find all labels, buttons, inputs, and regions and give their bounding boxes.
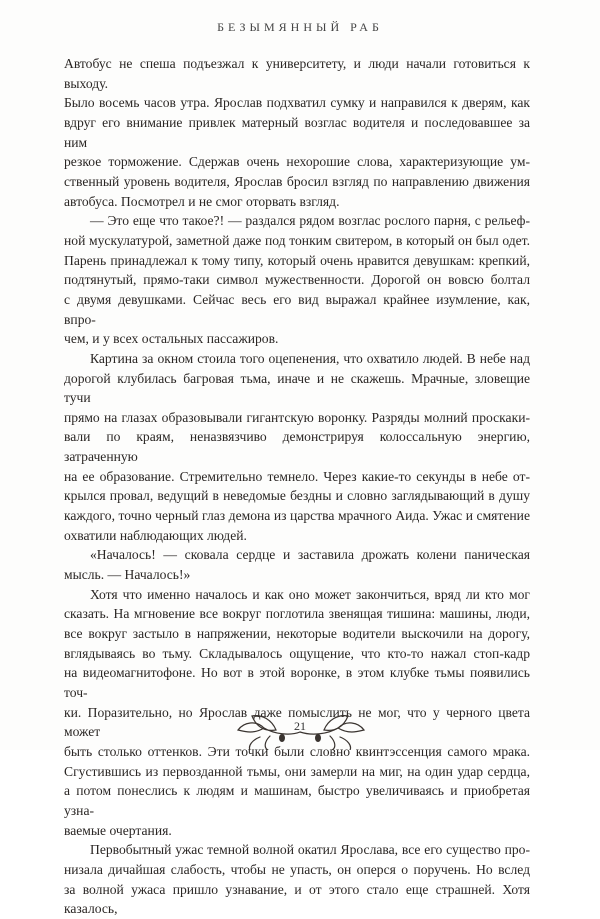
text-line: Хотя что именно началось и как оно может закончиться, вряд ли кто мог [90, 586, 530, 602]
text-line: все вокруг застыло в напряжении, некоторые водители выскочили на дорогу, [64, 626, 530, 642]
text-line: сказать. На мгновение все вокруг поглотила звенящая тишина: машины, люди, [64, 606, 530, 622]
text-line: — Это еще что такое?! — раздался рядом возглас рослого парня, с рельеф- [90, 213, 530, 229]
text-line: ки. Поразительно, но Ярослав даже помыслить не мог, что у черного цвета может [64, 704, 530, 740]
text-line: резкое торможение. Сдержав очень нехорошие слова, характеризующие ум- [64, 154, 530, 170]
text-line: мысль. — Началось!» [64, 567, 191, 583]
text-line: на ее образование. Стремительно темнело. Через какие-то секунды в небе от- [64, 468, 530, 484]
body-text [64, 54, 530, 919]
text-line: Сгустившись из первозданной тьмы, они замерли на миг, на один удар сердца, [64, 763, 530, 779]
text-line: быть столько оттенков. Эти точки были словно квинтэссенция самого мрака. [64, 743, 530, 759]
text-line: ной мускулатурой, заметной даже под тонким свитером, в который он был одет. [64, 232, 530, 248]
text-line: за волной ужаса пришло узнавание, и от этого стало еще страшней. Хотя казалось, [64, 881, 530, 917]
text-line: а потом понеслись к людям и машинам, быстро увеличиваясь и приобретая узна- [64, 783, 530, 818]
page-number: 21 [294, 719, 306, 733]
text-line: автобуса. Посмотрел и не смог оторвать взгляд. [64, 193, 340, 209]
running-head: БЕЗЫМЯННЫЙ РАБ [217, 20, 383, 34]
text-line: вали по краям, неназвязчиво демонстрируя колоссальную энергию, затраченную [64, 429, 530, 465]
text-line: вдруг его внимание привлек матерный возглас водителя и последовавшее за ним [64, 114, 530, 150]
text-line: крылся провал, ведущий в неведомые бездны и словно заглядывающий в душу [64, 488, 530, 504]
text-line: Парень принадлежал к тому типу, который очень нравится девушкам: крепкий, [64, 252, 530, 268]
text-line: Было восемь часов утра. Ярослав подхватил сумку и направился к дверям, как [64, 95, 530, 111]
text-line: на видеомагнитофоне. Но вот в этой воронке, в этом клубке тьмы появились точ- [64, 665, 530, 700]
text-line: подтянутый, прямо-таки символ мужественности. Дорогой он вовсю болтал [64, 272, 530, 288]
text-line: ственный уровень водителя, Ярослав бросил взгляд по направлению движения [64, 173, 530, 189]
text-line: низала дичайшая слабость, чтобы не упасть, он оперся о поручень. Но вслед [64, 861, 530, 877]
text-line: ваемые очертания. [64, 822, 172, 838]
text-line: с двумя девушками. Сейчас весь его вид выражал крайнее изумление, как, впро- [64, 291, 530, 327]
text-line: Первобытный ужас темной волной окатил Ярослава, все его существо про- [90, 842, 530, 858]
text-line: каждого, точно черный глаз демона из царства мрачного Аида. Ужас и смятение [64, 508, 530, 524]
text-line: чем, и у всех остальных пассажиров. [64, 331, 279, 347]
text-line: Автобус не спеша подъезжал к университету, и люди начали готовиться к выходу. [64, 56, 530, 91]
text-line: вглядываясь во тьму. Складывалось ощущение, что кто-то нажал стоп-кадр [64, 645, 530, 661]
text-line: «Началось! — сковала сердце и заставила дрожать колени паническая [90, 547, 530, 563]
text-line: Картина за окном стоила того оцепенения, что охватило людей. В небе над [90, 350, 530, 366]
text-line: дорогой клубилась багровая тьма, иначе и не скажешь. Мрачные, зловещие тучи [64, 370, 530, 406]
text-line: охватили наблюдающих людей. [64, 527, 247, 543]
text-line: прямо на глазах образовывали гигантскую воронку. Разряды молний проскаки- [64, 409, 530, 425]
